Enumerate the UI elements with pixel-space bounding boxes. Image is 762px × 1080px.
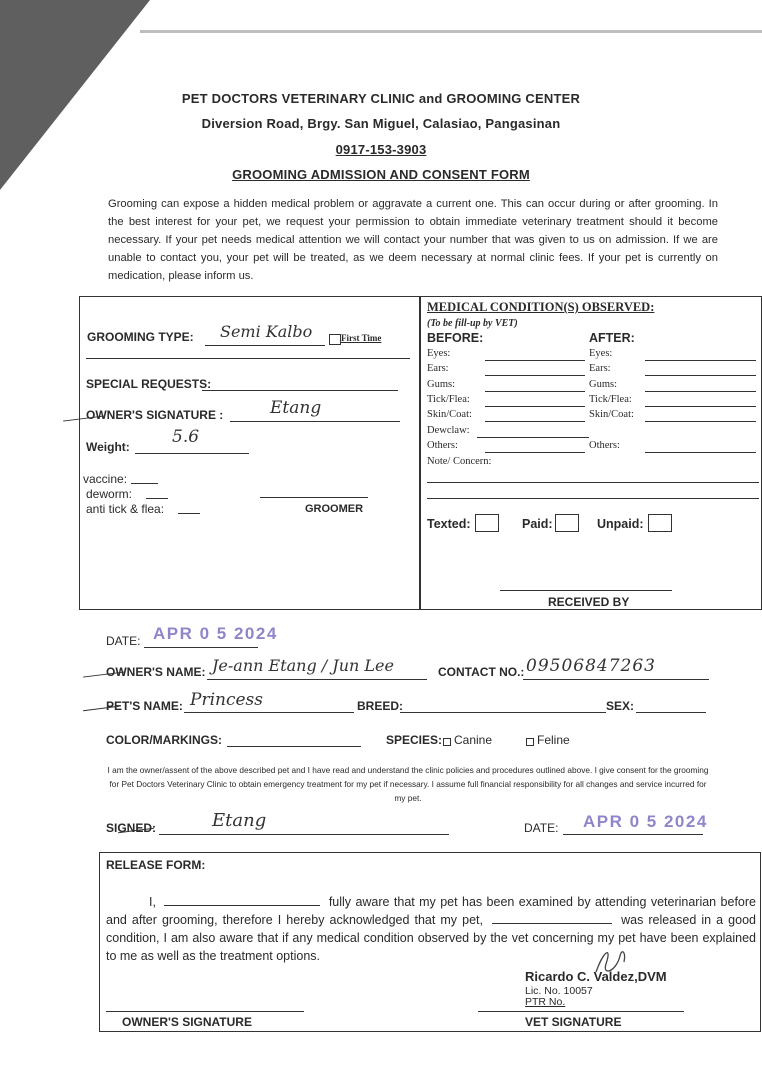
release-paragraph <box>106 893 756 965</box>
after-field-line[interactable] <box>645 391 756 392</box>
color-label: COLOR/MARKINGS: <box>106 733 222 747</box>
date-stamp[interactable]: APR 0 5 2024 <box>153 624 278 643</box>
release-pet-blank[interactable] <box>492 911 612 924</box>
release-text-end: was released in a good condition, I am also aware that if any medical condition observed by the vet concerning my pet have been explained to me as well as the treatment options. <box>106 913 756 963</box>
deworm-line[interactable] <box>146 498 168 499</box>
paid-checkbox[interactable] <box>555 514 579 532</box>
signed-label: SIGNED: <box>106 821 157 835</box>
signed-line <box>159 834 449 835</box>
grooming-type-label: GROOMING TYPE: <box>87 330 194 344</box>
special-requests-label: SPECIAL REQUESTS: <box>86 377 212 391</box>
weight-value[interactable]: 5.6 <box>172 427 200 447</box>
canine-checkbox[interactable] <box>443 738 451 746</box>
texted-label: Texted: <box>427 517 471 531</box>
before-field-label: Skin/Coat: <box>427 409 472 421</box>
owner-signature-release-line[interactable] <box>106 1011 304 1012</box>
after-field-line[interactable] <box>645 452 756 453</box>
clinic-address: Diversion Road, Brgy. San Miguel, Calasiao, Pangasinan <box>201 116 561 131</box>
before-field-line[interactable] <box>485 452 585 453</box>
antitick-label: anti tick & flea: <box>86 502 165 516</box>
owner-name-label: OWNER'S NAME: <box>106 665 206 679</box>
pet-name-value[interactable]: Princess <box>190 690 263 710</box>
after-field-label: Tick/Flea: <box>589 393 632 405</box>
after-field-line[interactable] <box>645 421 756 422</box>
breed-line[interactable] <box>400 712 606 713</box>
first-time-checkbox[interactable] <box>329 334 341 345</box>
date-label: DATE: <box>106 634 141 648</box>
intro-paragraph: Grooming can expose a hidden medical problem or aggravate a current one. This can occur during or after grooming. In the best interest for your pet, we request your permission to obtain immediate veterinary treatment should it become necessary. If your pet needs medical attention we will contact your number that was given to us on admission. If we are unable to contact you, your pet will be treated, as we deem necessary at normal clinic fees. If your pet is currently on medication, please inform us. <box>108 198 718 282</box>
clinic-phone: 0917-153-3903 <box>335 142 427 157</box>
owner-signature-line <box>230 421 400 422</box>
after-field-label: Skin/Coat: <box>589 409 634 421</box>
owner-signature-label: OWNER'S SIGNATURE : <box>86 408 224 422</box>
clinic-name: PET DOCTORS VETERINARY CLINIC and GROOMING CENTER <box>181 91 581 106</box>
vet-ptr-no: PTR No. <box>525 996 566 1008</box>
special-requests-line[interactable] <box>202 390 398 391</box>
vet-signature-label: VET SIGNATURE <box>525 1015 622 1029</box>
consent-text: I am the owner/assent of the above described pet and I have read and understand the clinic policies and procedures outlined above. I give consent for the grooming for Pet Doctors Veterinary Clinic to obtain emergency treatment for my pet if necessary. I assume full financial responsibility for all changes and service incurred for my pet. <box>107 765 709 803</box>
signed-value[interactable]: Etang <box>212 810 267 831</box>
signed-date-stamp[interactable]: APR 0 5 2024 <box>583 812 708 831</box>
owner-name-value[interactable]: Je-ann Etang / Jun Lee <box>212 656 394 675</box>
texted-checkbox[interactable] <box>475 514 499 532</box>
vet-name: Ricardo C. Valdez,DVM <box>525 969 667 984</box>
form-title: GROOMING ADMISSION AND CONSENT FORM <box>232 167 530 182</box>
canine-label: Canine <box>454 733 493 747</box>
vet-lic-no: Lic. No. 10057 <box>525 985 593 997</box>
before-field-line[interactable] <box>477 437 589 438</box>
before-field-line[interactable] <box>485 391 585 392</box>
before-field-label: Eyes: <box>427 348 451 359</box>
vet-signature-line[interactable] <box>478 1011 684 1012</box>
after-field-label: Eyes: <box>589 348 613 359</box>
before-label: BEFORE: <box>427 331 484 345</box>
before-field-line[interactable] <box>485 375 585 376</box>
contact-line <box>523 679 709 680</box>
medical-subtitle: (To be fill-up by VET) <box>427 318 518 329</box>
medical-title: MEDICAL CONDITION(S) OBSERVED: <box>427 300 655 314</box>
after-field-line[interactable] <box>645 375 756 376</box>
feline-checkbox[interactable] <box>526 738 534 746</box>
note-line-1[interactable] <box>427 482 759 483</box>
vaccine-label: vaccine: <box>83 472 128 486</box>
grooming-type-line <box>205 345 325 346</box>
before-field-label: Ears: <box>427 363 449 375</box>
after-field-line[interactable] <box>645 360 756 361</box>
groomer-line[interactable] <box>260 497 368 498</box>
signed-date-label: DATE: <box>524 821 559 835</box>
feline-label: Feline <box>537 733 570 747</box>
paid-label: Paid: <box>522 517 553 531</box>
after-field-line[interactable] <box>645 406 756 407</box>
pet-name-label: PET'S NAME: <box>106 699 183 713</box>
sex-line[interactable] <box>636 712 706 713</box>
contact-label: CONTACT NO.: <box>438 665 525 679</box>
after-field-label: Ears: <box>589 363 611 375</box>
before-field-label: Tick/Flea: <box>427 393 470 405</box>
unpaid-label: Unpaid: <box>597 517 644 531</box>
contact-value[interactable]: 09506847263 <box>526 656 656 676</box>
release-owner-blank[interactable] <box>164 893 320 906</box>
owner-name-line <box>207 679 427 680</box>
note-label: Note/ Concern: <box>427 456 492 467</box>
after-field-label: Gums: <box>589 378 618 390</box>
after-field-label: Others: <box>589 439 620 451</box>
sex-label: SEX: <box>606 699 635 713</box>
release-text-main: fully aware that my pet has been examined by attending veterinarian before and after grooming, therefore I hereby acknowledged that my pet, <box>106 895 756 927</box>
before-field-label: Gums: <box>427 378 456 390</box>
release-text-i: I, <box>149 895 156 909</box>
grooming-type-extra-line <box>86 358 410 359</box>
date-line <box>144 647 258 648</box>
antitick-line[interactable] <box>178 513 200 514</box>
grooming-type-value[interactable]: Semi Kalbo <box>220 322 313 341</box>
owner-signature-release-label: OWNER'S SIGNATURE <box>122 1015 252 1029</box>
received-by-label: RECEIVED BY <box>548 595 630 609</box>
species-label: SPECIES: <box>386 733 443 747</box>
signed-date-line <box>563 834 703 835</box>
unpaid-checkbox[interactable] <box>648 514 672 532</box>
first-time-label: First Time <box>341 333 382 343</box>
before-field-line[interactable] <box>485 421 585 422</box>
received-by-line[interactable] <box>500 590 672 591</box>
groomer-label: GROOMER <box>305 503 364 515</box>
vaccine-line[interactable] <box>131 483 158 484</box>
pet-name-line <box>184 712 354 713</box>
before-field-line[interactable] <box>485 360 585 361</box>
before-field-label: Dewclaw: <box>427 424 470 436</box>
weight-line <box>135 453 249 454</box>
deworm-label: deworm: <box>86 487 133 501</box>
release-title: RELEASE FORM: <box>106 858 206 872</box>
scan-top-edge <box>140 30 762 33</box>
color-line[interactable] <box>227 746 361 747</box>
before-field-label: Others: <box>427 439 458 451</box>
vet-signature-scribble <box>586 942 632 982</box>
after-label: AFTER: <box>589 331 635 345</box>
before-field-line[interactable] <box>485 406 585 407</box>
breed-label: BREED: <box>357 699 404 713</box>
note-line-2[interactable] <box>427 498 759 499</box>
weight-label: Weight: <box>86 440 130 454</box>
owner-signature-value[interactable]: Etang <box>270 398 322 418</box>
